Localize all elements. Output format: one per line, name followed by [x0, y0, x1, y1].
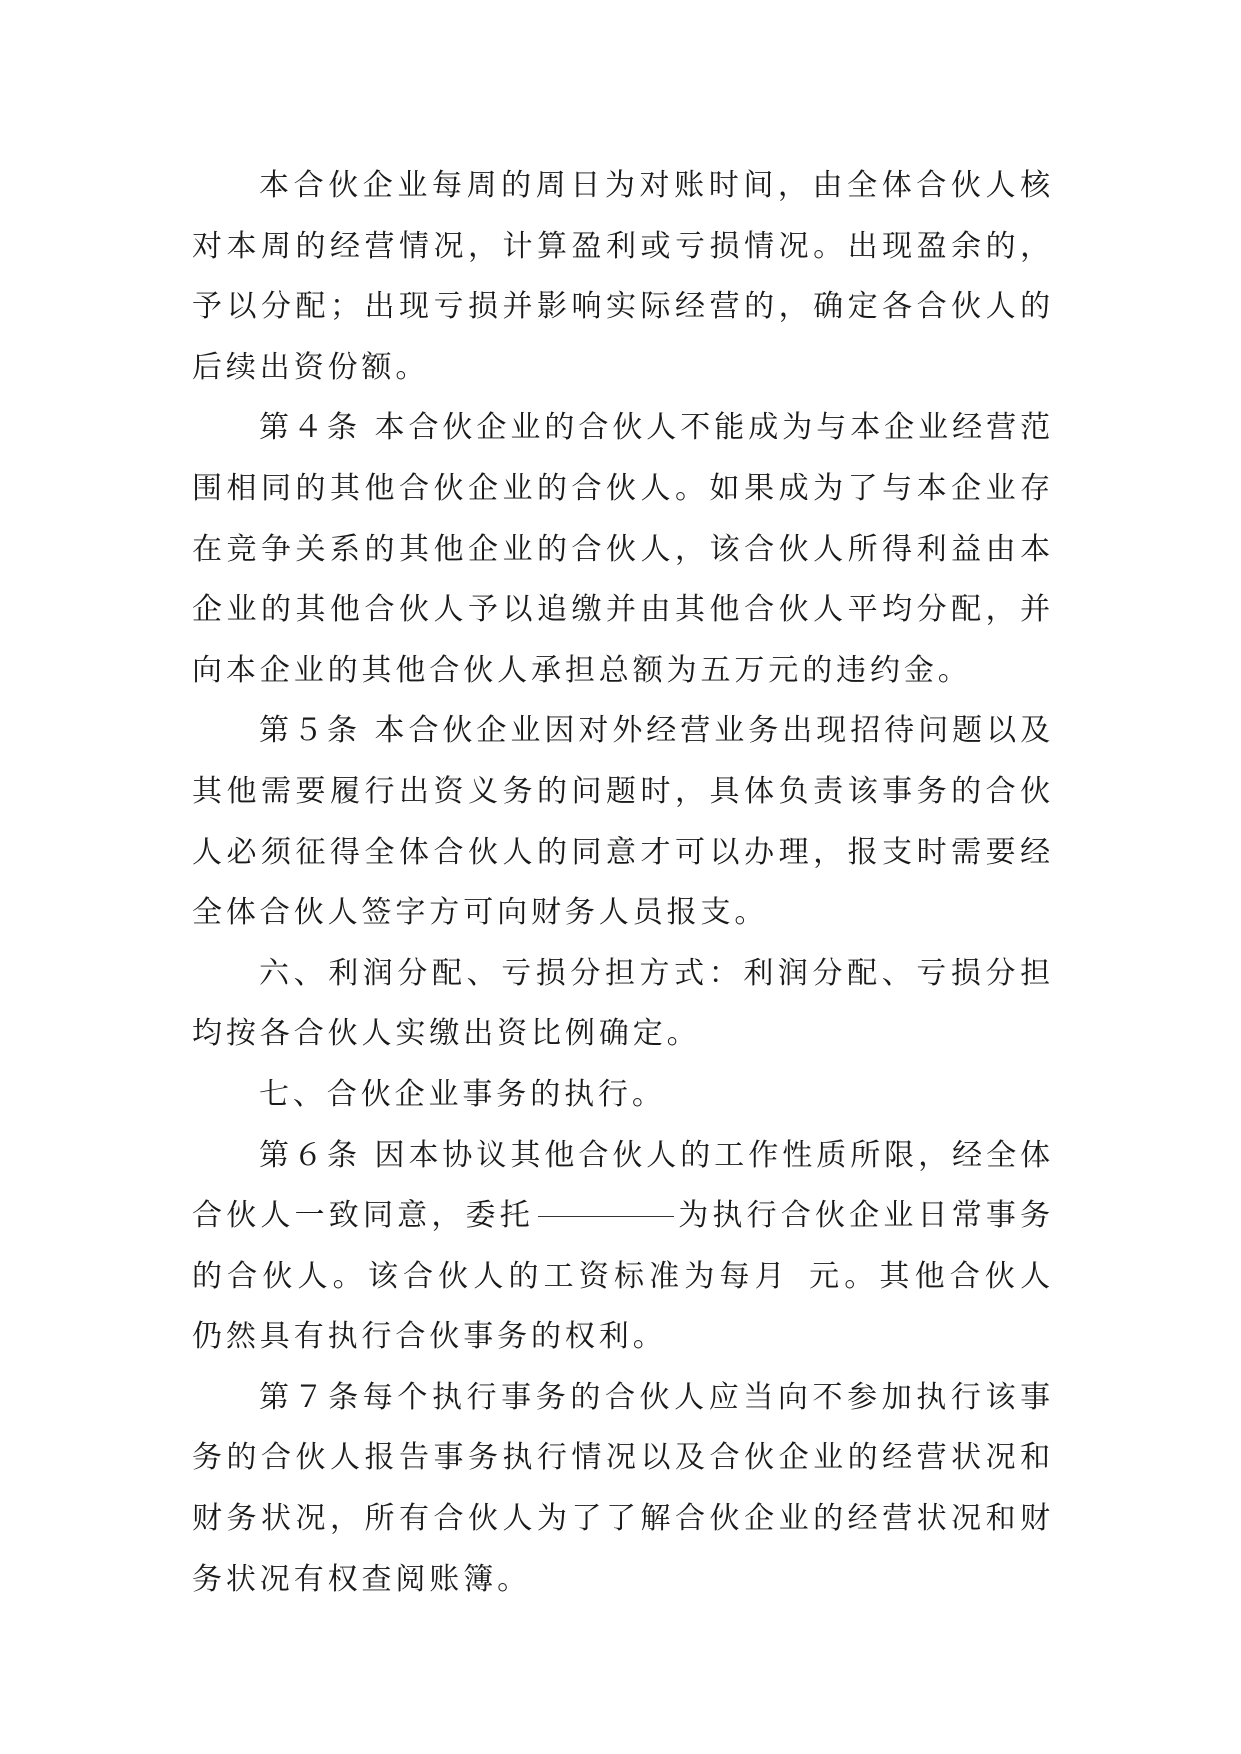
document-page — [192, 156, 1054, 1610]
article-6-text-start: 第６条 因本协议其他合伙人的工作性质所限，经全体合伙人一致同意，委托 — [192, 1137, 1054, 1234]
paragraph-article-7: 第７条每个执行事务的合伙人应当向不参加执行该事务的合伙人报告事务执行情况以及合伙企业的经营状况和财务状况，所有合伙人为了了解合伙企业的经营状况和财务状况有权查阅账簿。 — [192, 1379, 1054, 1597]
article-6-text-end: 元。其他合伙人仍然具有执行合伙事务的权利。 — [192, 1258, 1054, 1355]
paragraph-profit-distribution: 六、利润分配、亏损分担方式：利润分配、亏损分担均按各合伙人实缴出资比例确定。 — [192, 955, 1054, 1052]
paragraph-reconciliation: 本合伙企业每周的周日为对账时间，由全体合伙人核对本周的经营情况，计算盈利或亏损情况。出现盈余的，予以分配；出现亏损并影响实际经营的，确定各合伙人的后续出资份额。 — [192, 168, 1054, 385]
paragraph-article-4: 第４条 本合伙企业的合伙人不能成为与本企业经营范围相同的其他合伙企业的合伙人。如果成为了与本企业存在竞争关系的其他企业的合伙人，该合伙人所得利益由本企业的其他合伙人予以追缴并由其他合伙人平均分配，并向本企业的其他合伙人承担总额为五万元的违约金。 — [192, 410, 1054, 688]
paragraph-article-6 — [192, 1126, 1054, 1368]
paragraph-article-5: 第５条 本合伙企业因对外经营业务出现招待问题以及其他需要履行出资义务的问题时，具体负责该事务的合伙人必须征得全体合伙人的同意才可以办理，报支时需要经全体合伙人签字方可向财务人员报支。 — [192, 713, 1054, 931]
paragraph-section-7-heading: 七、合伙企业事务的执行。 — [259, 1076, 666, 1112]
article-6-text-middle: 为执行合伙企业日常事务的合伙人。该合伙人的工资标准为每月 — [192, 1198, 1054, 1294]
blank-fill-line — [538, 1215, 674, 1217]
